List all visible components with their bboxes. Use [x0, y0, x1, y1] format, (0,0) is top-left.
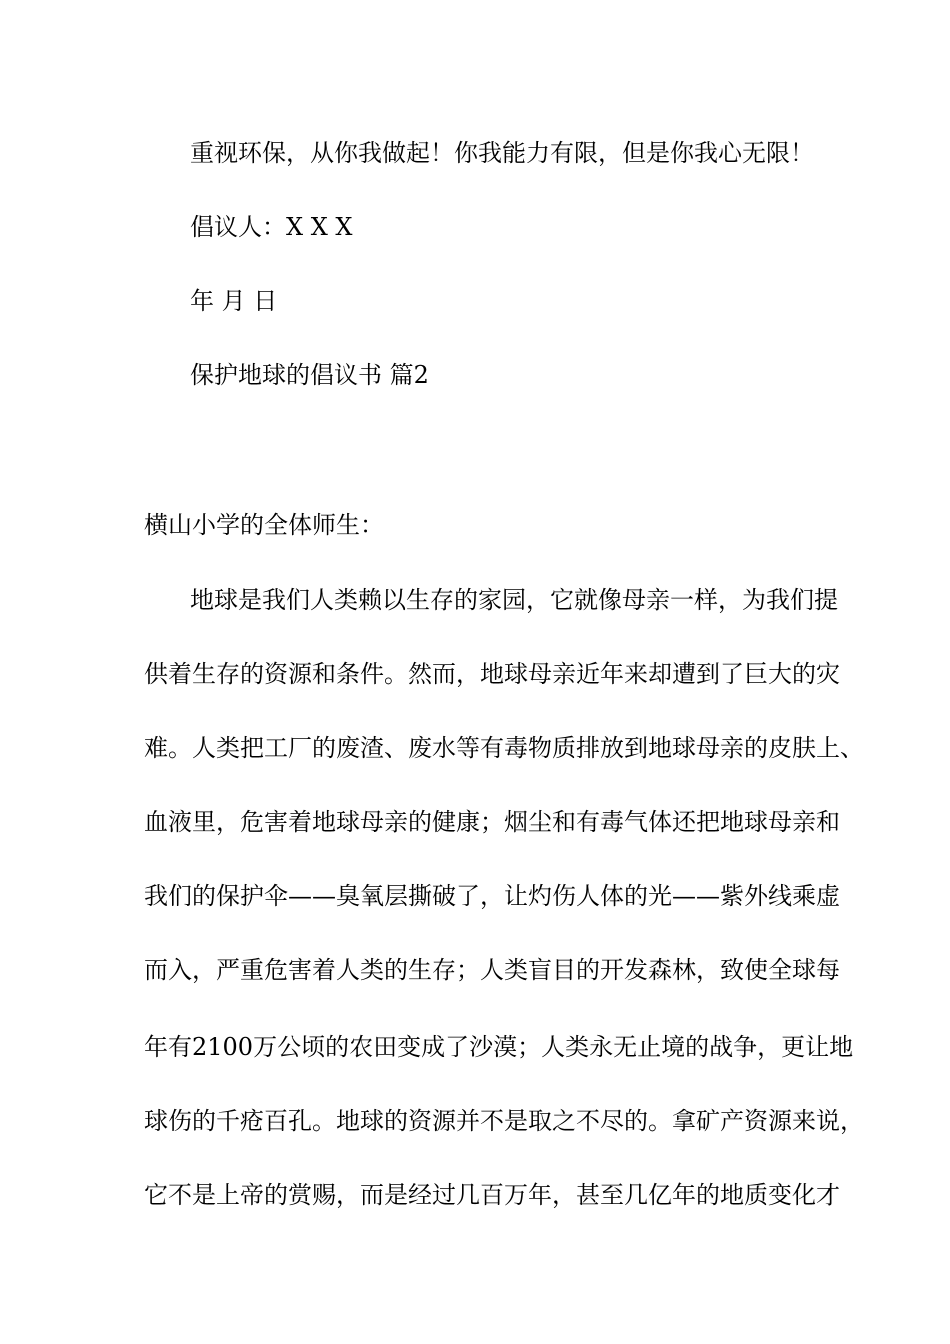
salutation: 横山小学的全体师生：	[144, 511, 384, 539]
signer-line: 倡议人：X X X	[190, 213, 353, 241]
closing-line: 重视环保，从你我做起！你我能力有限，但是你我心无限！	[190, 139, 814, 167]
body-line: 血液里，危害着地球母亲的健康；烟尘和有毒气体还把地球母亲和	[144, 808, 840, 836]
section-title: 保护地球的倡议书 篇2	[190, 361, 429, 389]
body-line: 球伤的千疮百孔。地球的资源并不是取之不尽的。拿矿产资源来说，	[144, 1107, 864, 1135]
body-line: 我们的保护伞——臭氧层撕破了，让灼伤人体的光——紫外线乘虚	[144, 882, 840, 910]
body-line: 供着生存的资源和条件。然而，地球母亲近年来却遭到了巨大的灾	[144, 660, 840, 688]
body-line: 年有2100万公顷的农田变成了沙漠；人类永无止境的战争，更让地	[144, 1033, 854, 1061]
body-line: 而入，严重危害着人类的生存；人类盲目的开发森林，致使全球每	[144, 956, 840, 984]
date-line: 年 月 日	[190, 287, 278, 315]
body-line: 难。人类把工厂的废渣、废水等有毒物质排放到地球母亲的皮肤上、	[144, 734, 864, 762]
body-line: 地球是我们人类赖以生存的家园，它就像母亲一样，为我们提	[190, 586, 838, 614]
body-line: 它不是上帝的赏赐，而是经过几百万年，甚至几亿年的地质变化才	[144, 1181, 840, 1209]
